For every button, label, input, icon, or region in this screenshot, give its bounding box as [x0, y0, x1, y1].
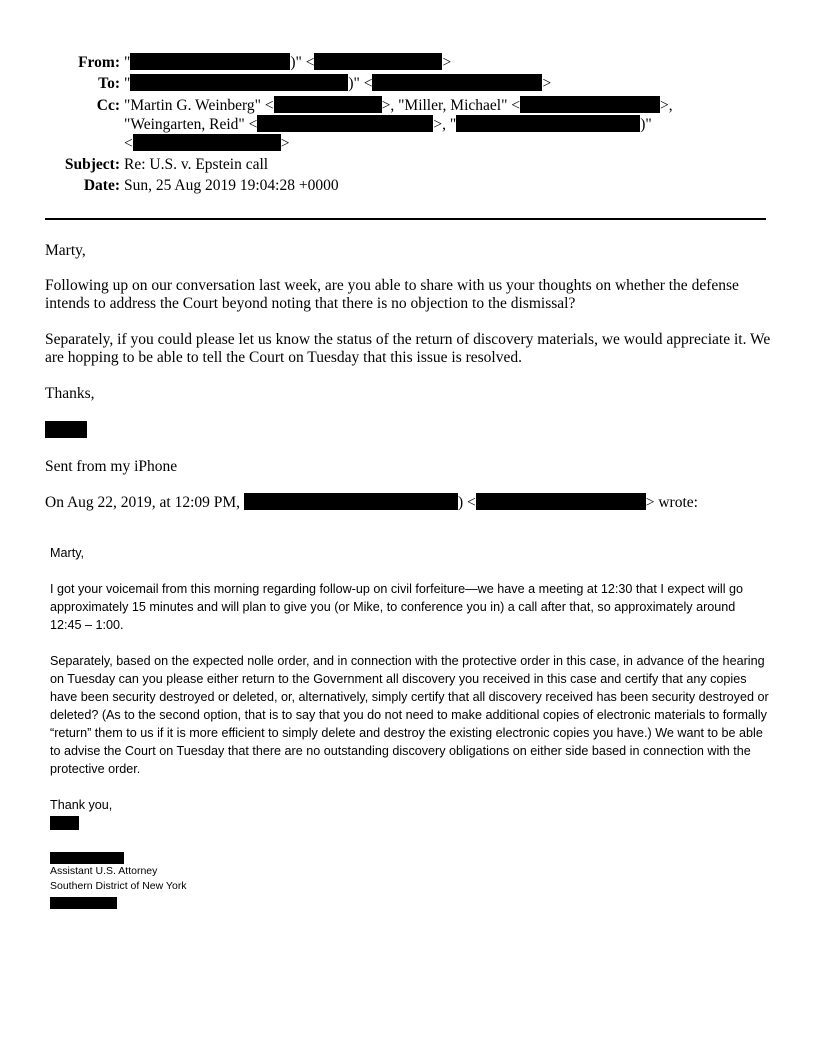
redaction-box — [133, 134, 281, 151]
redaction-box — [476, 493, 646, 510]
date-label: Date: — [83, 177, 120, 194]
redaction-box — [372, 74, 542, 91]
cc-label: Cc: — [96, 97, 120, 114]
quote-attribution: On Aug 22, 2019, at 12:09 PM, ) < > wrote: — [45, 494, 698, 511]
header-divider — [45, 218, 766, 220]
signature-redaction — [50, 897, 117, 909]
redaction-box — [520, 96, 660, 113]
signature-redaction — [50, 852, 124, 864]
reply-thanks: Thanks, — [45, 385, 95, 402]
reply-paragraph-1: Following up on our conversation last week, are you able to share with us your thoughts on whether the defense intends to address the Court beyond noting that there is no objection to the dismissal? — [45, 277, 739, 312]
from-value: " )" < > — [124, 54, 452, 71]
redaction-box — [130, 74, 348, 91]
redaction-box — [244, 493, 458, 510]
to-value: " )" < > — [124, 75, 552, 92]
subject-label: Subject: — [64, 156, 120, 173]
from-label: From: — [78, 54, 120, 71]
to-label: To: — [98, 75, 120, 92]
redaction-box — [257, 115, 433, 132]
date-value: Sun, 25 Aug 2019 19:04:28 +0000 — [124, 177, 339, 194]
quoted-greeting: Marty, — [50, 546, 85, 560]
cc-value-line-1: "Martin G. Weinberg" < >, "Miller, Michael" < >, — [124, 97, 673, 114]
quoted-thanks: Thank you, — [50, 798, 113, 812]
quoted-paragraph-2: Separately, based on the expected nolle order, and in connection with the protective order in this case, in advance of the hearing on Tuesday can you please either return to the Government all discovery you received in this case and certify that any copies have been security destroyed or deleted, or, alternatively, simply certify that all discovery received has been security destroyed or deleted? (As to the second option, that is to say that you do not need to make additional copies of electronic materials to formally “return” them to us if it is more efficient to simply delete and destroy the existing electronic copies you have.) We want to be able to advise the Court on Tuesday that there are no outstanding discovery obligations on either side based in connection with the protective order. — [50, 654, 769, 776]
redaction-box — [314, 53, 442, 70]
subject-value: Re: U.S. v. Epstein call — [124, 156, 269, 173]
reply-paragraph-2: Separately, if you could please let us know the status of the return of discovery materials, we would appreciate it. We are hopping to be able to tell the Court on Tuesday that this issue is resolved. — [45, 331, 771, 366]
redaction-box — [130, 53, 290, 70]
redaction-box — [456, 115, 640, 132]
cc-value-line-2: "Weingarten, Reid" < >, " )" — [124, 116, 652, 133]
sent-from-line: Sent from my iPhone — [45, 458, 178, 475]
quoted-paragraph-1: I got your voicemail from this morning regarding follow-up on civil forfeiture—we have a meeting at 12:30 that I expect will go approximately 15 minutes and will plan to give you (or Mike, to conference you in) a call after that, so approximately around 12:45 – 1:00. — [50, 582, 743, 632]
redaction-box — [274, 96, 382, 113]
reply-greeting: Marty, — [45, 242, 86, 259]
signature-redaction — [50, 816, 79, 830]
signature-redaction — [45, 421, 87, 438]
signature-office: Southern District of New York — [50, 880, 187, 892]
cc-value-line-3: < > — [124, 135, 290, 152]
signature-title: Assistant U.S. Attorney — [50, 865, 158, 877]
